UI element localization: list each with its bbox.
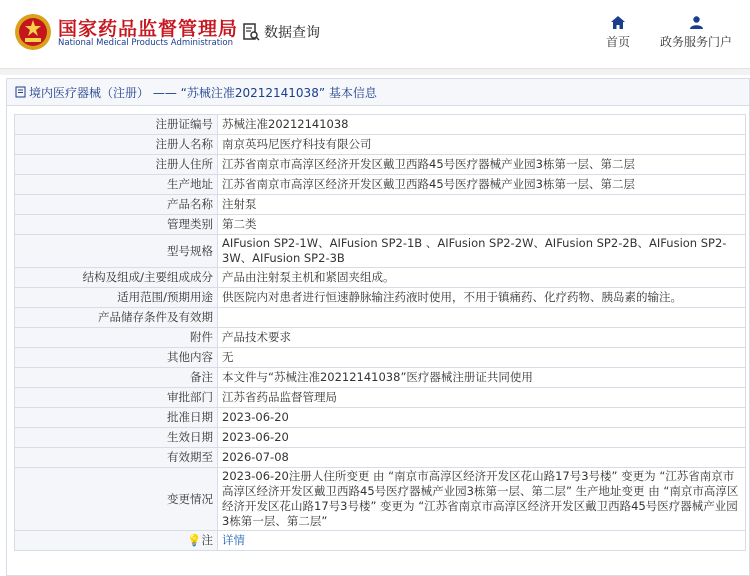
field-label: 备注 (15, 368, 218, 388)
breadcrumb-text: 境内医疗器械（注册） —— “苏械注准20212141038” 基本信息 (29, 85, 377, 100)
note-label-cell (15, 531, 218, 551)
field-value: 南京英玛尼医疗科技有限公司 (218, 135, 746, 155)
field-label: 产品名称 (15, 195, 218, 215)
data-query-label: 数据查询 (264, 25, 320, 41)
field-label: 变更情况 (15, 468, 218, 531)
nav-service-portal-label: 政务服务门户 (659, 35, 732, 49)
field-label: 注册证编号 (15, 115, 218, 135)
document-icon (15, 86, 26, 98)
field-value: 本文件与“苏械注准20212141038”医疗器械注册证共同使用 (218, 368, 746, 388)
site-header (0, 0, 750, 68)
field-value: 供医院内对患者进行恒速静脉输注药液时使用，不用于镇痛药、化疗药物、胰岛素的输注。 (218, 288, 746, 308)
breadcrumb (7, 79, 749, 106)
search-document-icon (242, 23, 260, 41)
table-row (15, 135, 746, 155)
field-value: 2023-06-20注册人住所变更 由 “南京市高淳区经济开发区花山路17号3号楼” 变更为 “江苏省南京市高淳区经济开发区戴卫西路45号医疗器械产业园3栋第一层、第二层” 生产地址变更 由 “南京市高淳区经济开发区花山路17号3号楼” 变更为 “江苏省南京市高淳区经济开发区戴卫西路45号医疗器械产业园3栋第一层、第二层” (218, 468, 746, 531)
field-label: 管理类别 (15, 215, 218, 235)
field-value: 产品技术要求 (218, 328, 746, 348)
detail-panel (6, 78, 750, 576)
table-row (15, 195, 746, 215)
home-icon (611, 16, 625, 29)
field-label: 注册人住所 (15, 155, 218, 175)
site-subtitle: National Medical Products Administration (58, 38, 233, 48)
table-row (15, 428, 746, 448)
field-label: 生效日期 (15, 428, 218, 448)
table-row (15, 448, 746, 468)
field-value: 产品由注射泵主机和紧固夹组成。 (218, 268, 746, 288)
table-row (15, 388, 746, 408)
table-row (15, 308, 746, 328)
table-row (15, 368, 746, 388)
table-row (15, 408, 746, 428)
header-divider (0, 68, 750, 75)
table-row (15, 155, 746, 175)
field-label: 其他内容 (15, 348, 218, 368)
field-value: 2026-07-08 (218, 448, 746, 468)
table-row (15, 215, 746, 235)
table-row (15, 328, 746, 348)
field-value: 2023-06-20 (218, 408, 746, 428)
field-label: 结构及组成/主要组成成分 (15, 268, 218, 288)
table-row (15, 115, 746, 135)
table-row (15, 288, 746, 308)
table-row (15, 175, 746, 195)
note-value-cell (218, 531, 746, 551)
table-row (15, 531, 746, 551)
lightbulb-icon: 💡 (187, 533, 202, 547)
field-value: 江苏省南京市高淳区经济开发区戴卫西路45号医疗器械产业园3栋第一层、第二层 (218, 155, 746, 175)
field-value: 2023-06-20 (218, 428, 746, 448)
field-label: 生产地址 (15, 175, 218, 195)
table-row (15, 348, 746, 368)
field-label: 注册人名称 (15, 135, 218, 155)
table-row (15, 235, 746, 268)
site-title[interactable]: 国家药品监督管理局 (58, 18, 239, 40)
field-value: 江苏省药品监督管理局 (218, 388, 746, 408)
field-label: 型号规格 (15, 235, 218, 268)
field-label: 审批部门 (15, 388, 218, 408)
field-value: AIFusion SP2-1W、AIFusion SP2-1B 、AIFusion SP2-2W、AIFusion SP2-2B、AIFusion SP2-3W、AIFusion SP2-3B (218, 235, 746, 268)
nav-service-portal[interactable] (656, 16, 736, 50)
nav-home[interactable] (600, 16, 636, 50)
note-label: 注 (201, 533, 213, 547)
field-value (218, 308, 746, 328)
field-value: 无 (218, 348, 746, 368)
field-value: 苏械注准20212141038 (218, 115, 746, 135)
table-row (15, 468, 746, 531)
registration-info-table (14, 114, 746, 551)
field-label: 附件 (15, 328, 218, 348)
field-value: 江苏省南京市高淳区经济开发区戴卫西路45号医疗器械产业园3栋第一层、第二层 (218, 175, 746, 195)
field-value: 第二类 (218, 215, 746, 235)
details-link[interactable]: 详情 (222, 533, 245, 547)
field-label: 适用范围/预期用途 (15, 288, 218, 308)
field-label: 产品储存条件及有效期 (15, 308, 218, 328)
user-icon (690, 16, 703, 29)
national-emblem-icon (14, 13, 52, 51)
nav-home-label: 首页 (605, 35, 630, 49)
data-query-link[interactable] (242, 22, 320, 42)
field-label: 有效期至 (15, 448, 218, 468)
table-row (15, 268, 746, 288)
field-label: 批准日期 (15, 408, 218, 428)
field-value: 注射泵 (218, 195, 746, 215)
